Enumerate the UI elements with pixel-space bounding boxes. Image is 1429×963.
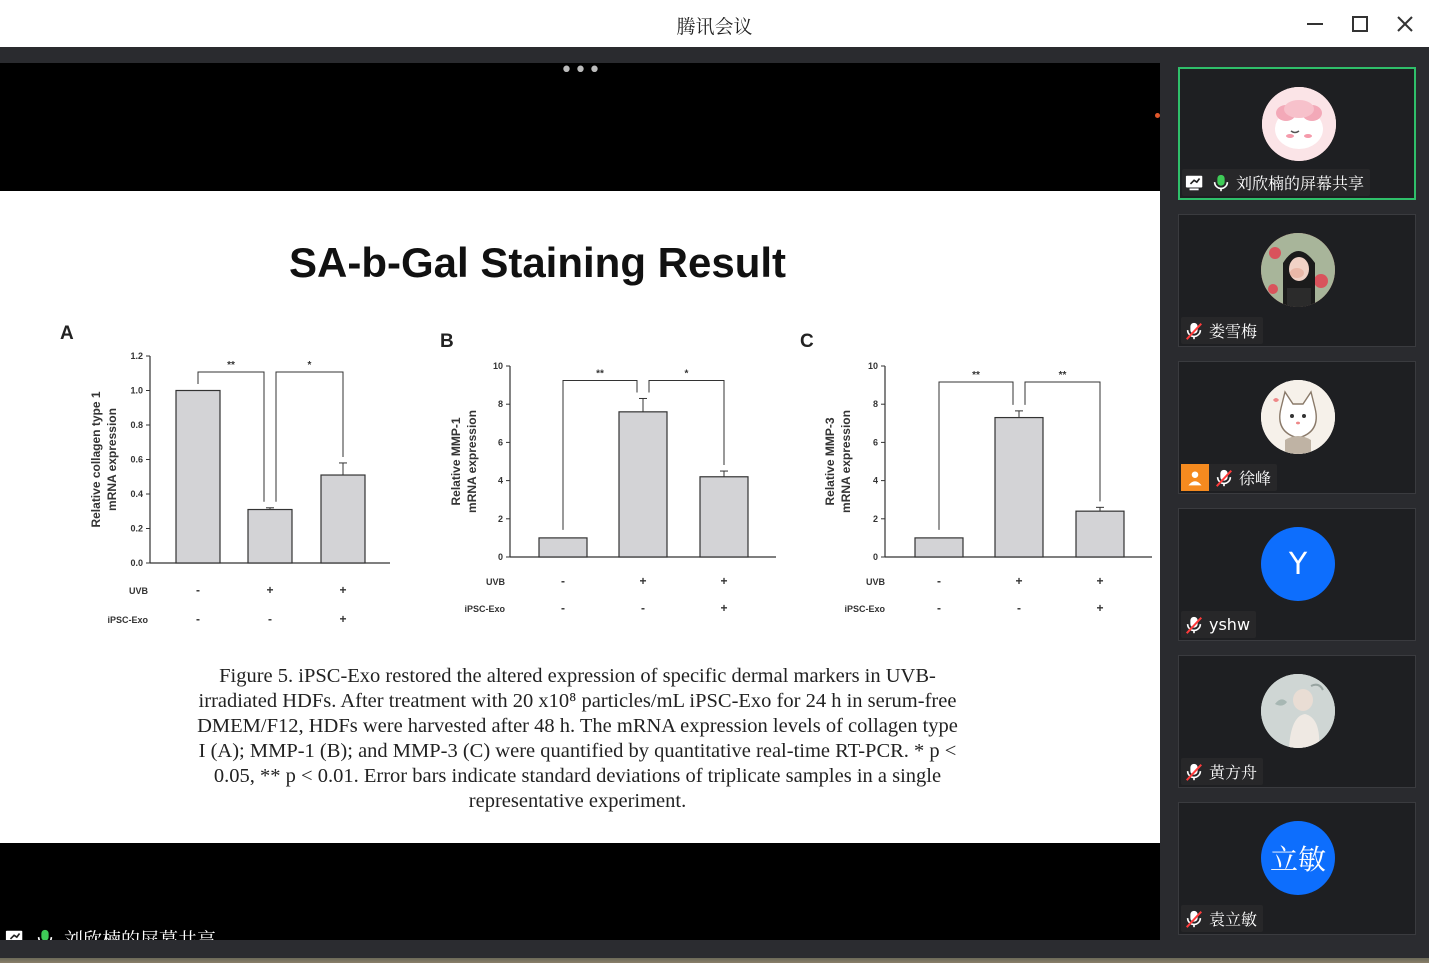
bar <box>1076 511 1124 557</box>
participant-name: 袁立敏 <box>1209 910 1258 929</box>
avatar-letter: 立敏 <box>1269 843 1326 876</box>
avatar <box>1261 674 1335 748</box>
participant-name-bar <box>1181 905 1263 932</box>
participant-name-bar <box>1181 464 1277 491</box>
mic-muted-icon <box>1213 467 1235 489</box>
treatment-symbol: + <box>720 601 728 615</box>
bar <box>248 510 292 563</box>
avatar-image <box>1261 233 1335 307</box>
treatment-symbol: + <box>339 612 347 626</box>
treatment-row-label: iPSC-Exo <box>844 604 885 614</box>
treatment-symbol: + <box>1096 601 1104 615</box>
participant-tile[interactable] <box>1178 655 1416 788</box>
participant-name-bar <box>1181 317 1263 344</box>
treatment-symbol: - <box>937 574 941 588</box>
treatment-row-label: iPSC-Exo <box>464 604 505 614</box>
treatment-symbol: - <box>196 612 200 626</box>
y-tick-label: 0.4 <box>130 489 143 499</box>
bar <box>321 475 365 563</box>
y-tick-label: 0 <box>497 552 503 562</box>
treatment-symbol: + <box>1015 574 1023 588</box>
mic-muted-icon <box>1183 320 1205 342</box>
avatar <box>1262 87 1336 161</box>
minimize-icon <box>1306 15 1324 33</box>
participant-tile[interactable] <box>1178 67 1416 200</box>
caption-line: I (A); MMP-1 (B); and MMP-3 (C) were quantified by quantitative real-time RT-PCR. * p < <box>198 740 957 762</box>
y-tick-label: 8 <box>497 399 503 410</box>
treatment-row-label: UVB <box>865 577 885 587</box>
bar <box>176 391 220 564</box>
avatar-image <box>1261 380 1335 454</box>
y-tick-label: 0.8 <box>130 420 143 430</box>
screen-share-icon <box>1184 172 1206 194</box>
avatar-image <box>1262 87 1336 161</box>
participant-name: 黄方舟 <box>1209 763 1258 782</box>
panel-label: C <box>800 331 814 352</box>
participant-tile[interactable] <box>1178 802 1416 935</box>
window-title: 腾讯会议 <box>676 16 753 38</box>
y-tick-label: 0.6 <box>130 454 143 465</box>
y-tick-label: 0.2 <box>130 523 143 534</box>
figure-charts <box>0 191 1160 651</box>
recording-indicator <box>1155 113 1160 118</box>
y-tick-label: 2 <box>497 513 503 524</box>
participant-tile[interactable] <box>1178 361 1416 494</box>
minimize-button[interactable] <box>1299 8 1331 40</box>
more-options-icon[interactable]: ••• <box>560 58 602 83</box>
treatment-symbol: + <box>720 574 728 588</box>
caption-line: irradiated HDFs. After treatment with 20 x10⁸ particles/mL iPSC-Exo for 24 h in serum-free <box>198 690 957 712</box>
participant-list <box>1164 47 1429 940</box>
bar <box>619 412 667 557</box>
y-tick-label: 2 <box>872 513 878 524</box>
participant-name: 刘欣楠的屏幕共享 <box>1236 174 1365 193</box>
panel-label: A <box>60 323 74 344</box>
title-bar <box>0 0 1429 47</box>
treatment-row-label: iPSC-Exo <box>107 615 148 625</box>
panel-label: B <box>440 331 454 352</box>
mic-on-icon <box>1210 172 1232 194</box>
slide-title: SA-b-Gal Staining Result <box>288 239 787 286</box>
treatment-symbol: - <box>196 583 200 597</box>
figure-caption <box>150 664 1005 814</box>
shared-screen-video <box>0 58 1160 940</box>
y-axis-label: Relative MMP-1 <box>449 417 463 506</box>
participant-name: 徐峰 <box>1239 469 1272 488</box>
treatment-symbol: - <box>561 601 565 615</box>
avatar <box>1261 380 1335 454</box>
significance-label: ** <box>596 368 604 380</box>
participant-tile[interactable] <box>1178 214 1416 347</box>
significance-label: ** <box>1058 370 1067 381</box>
participant-name: 娄雪梅 <box>1209 322 1258 341</box>
significance-label: * <box>307 360 312 371</box>
significance-label: ** <box>227 360 235 371</box>
close-icon <box>1396 15 1414 33</box>
treatment-row-label: UVB <box>128 586 148 596</box>
treatment-row-label: UVB <box>485 577 505 587</box>
y-axis-label: mRNA expression <box>465 410 479 513</box>
treatment-symbol: + <box>266 583 274 597</box>
y-tick-label: 4 <box>872 475 878 486</box>
shared-screen-area <box>0 47 1164 940</box>
bar <box>539 538 587 557</box>
participant-name-bar <box>1181 758 1263 785</box>
y-tick-label: 8 <box>872 399 878 410</box>
treatment-symbol: - <box>268 612 272 626</box>
close-button[interactable] <box>1389 8 1421 40</box>
avatar <box>1261 527 1335 601</box>
y-tick-label: 10 <box>492 361 503 371</box>
mic-muted-icon <box>1183 761 1205 783</box>
caption-line: 0.05, ** p < 0.01. Error bars indicate standard deviations of triplicate samples in a single <box>213 765 942 787</box>
y-axis-label: mRNA expression <box>839 410 853 513</box>
mic-muted-icon <box>1183 908 1205 930</box>
avatar-letter: Y <box>1288 546 1308 582</box>
maximize-button[interactable] <box>1344 8 1376 40</box>
avatar <box>1261 821 1335 895</box>
caption-line: representative experiment. <box>468 790 687 812</box>
caption-line: Figure 5. iPSC-Exo restored the altered expression of specific dermal markers in UVB- <box>219 665 936 687</box>
bottom-edge <box>0 940 1429 963</box>
bar <box>995 418 1043 557</box>
treatment-symbol: - <box>1017 601 1021 615</box>
y-axis-label: mRNA expression <box>105 408 119 511</box>
treatment-symbol: + <box>639 574 647 588</box>
bar <box>915 538 963 557</box>
maximize-icon <box>1351 15 1369 33</box>
participant-name: yshw <box>1209 615 1251 634</box>
y-tick-label: 0.0 <box>130 558 143 568</box>
treatment-symbol: - <box>641 601 645 615</box>
significance-label: * <box>684 368 689 380</box>
mic-muted-icon <box>1183 614 1205 636</box>
treatment-symbol: + <box>339 583 347 597</box>
bar <box>700 477 748 557</box>
significance-label: ** <box>972 370 980 381</box>
participant-name-bar <box>1181 611 1256 638</box>
y-tick-label: 6 <box>872 437 878 448</box>
y-tick-label: 10 <box>867 361 878 371</box>
participant-tile[interactable] <box>1178 508 1416 641</box>
y-tick-label: 0 <box>872 552 878 562</box>
treatment-symbol: + <box>1096 574 1104 588</box>
y-axis-label: Relative collagen type 1 <box>89 391 103 528</box>
treatment-symbol: - <box>561 574 565 588</box>
participant-name-bar <box>1182 169 1370 196</box>
y-tick-label: 1.0 <box>130 385 143 396</box>
caption-line: DMEM/F12, HDFs were harvested after 48 h. The mRNA expression levels of collagen type <box>197 715 958 737</box>
y-tick-label: 1.2 <box>130 351 143 361</box>
y-tick-label: 4 <box>497 475 503 486</box>
host-icon <box>1181 464 1209 491</box>
y-tick-label: 6 <box>497 437 503 448</box>
y-axis-label: Relative MMP-3 <box>823 417 837 506</box>
slide <box>0 191 1160 843</box>
treatment-symbol: - <box>937 601 941 615</box>
avatar-image <box>1261 674 1335 748</box>
avatar <box>1261 233 1335 307</box>
